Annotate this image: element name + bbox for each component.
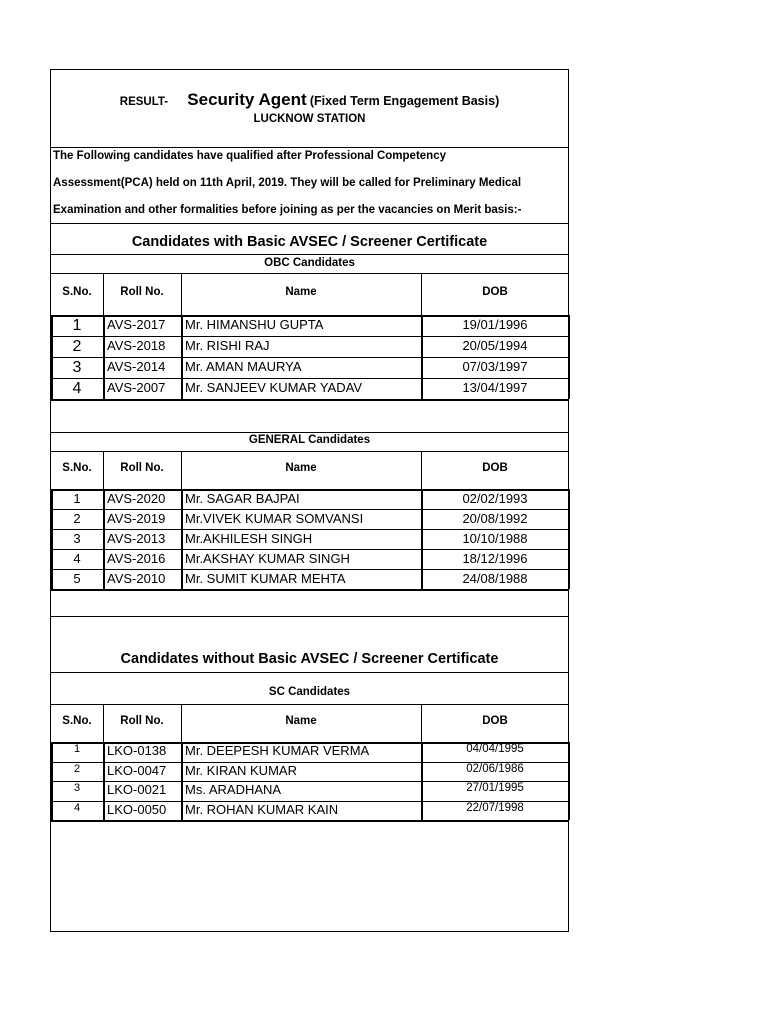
dob-header: DOB	[482, 286, 508, 298]
table-row	[51, 336, 568, 357]
page-title: Security Agent	[187, 90, 307, 109]
roll-no-cell: AVS-2010	[107, 571, 166, 586]
category-label-sc: SC Candidates	[268, 686, 351, 698]
dob-header: DOB	[482, 715, 508, 727]
column-divider	[421, 451, 422, 489]
roll-no-header: Roll No.	[120, 715, 164, 727]
name-cell: Mr. ROHAN KUMAR KAIN	[185, 801, 339, 817]
table-row	[51, 489, 568, 509]
dob-cell: 02/06/1986	[466, 762, 524, 775]
name-cell: Mr. HIMANSHU GUPTA	[185, 317, 324, 332]
name-cell: Mr. SAGAR BAJPAI	[185, 491, 300, 506]
table-row	[51, 357, 568, 378]
intro-line-2: Assessment(PCA) held on 11th April, 2019. They will be called for Preliminary Medical	[53, 177, 522, 189]
title-block	[51, 70, 568, 147]
intro-line-3: Examination and other formalities before joining as per the vacancies on Merit basis:-	[53, 204, 522, 216]
divider	[51, 254, 568, 255]
sno-cell: 3	[73, 531, 81, 546]
column-divider	[181, 451, 182, 489]
table-border	[51, 589, 568, 591]
dob-cell: 20/08/1992	[462, 511, 528, 526]
table-row	[51, 801, 568, 821]
sno-header: S.No.	[62, 715, 92, 727]
result-sheet	[50, 69, 569, 932]
divider	[51, 432, 568, 433]
title-note: (Fixed Term Engagement Basis)	[309, 94, 500, 108]
table-row	[51, 509, 568, 529]
dob-cell: 02/02/1993	[462, 491, 528, 506]
divider	[51, 223, 568, 224]
dob-cell: 10/10/1988	[462, 531, 528, 546]
dob-cell: 27/01/1995	[466, 782, 524, 794]
table-row	[51, 315, 568, 336]
name-cell: Mr. SUMIT KUMAR MEHTA	[185, 571, 346, 586]
roll-no-cell: AVS-2014	[107, 359, 166, 374]
divider	[51, 616, 568, 617]
table-row	[51, 549, 568, 569]
sno-cell: 2	[73, 762, 81, 775]
column-divider	[103, 704, 104, 742]
dob-cell: 07/03/1997	[462, 359, 528, 374]
column-divider	[421, 704, 422, 742]
title-line	[51, 90, 568, 110]
name-cell: Mr. DEEPESH KUMAR VERMA	[185, 743, 370, 758]
roll-no-cell: AVS-2007	[107, 380, 166, 395]
intro-line-1: The Following candidates have qualified after Professional Competency	[53, 150, 446, 162]
roll-no-cell: LKO-0138	[107, 743, 167, 758]
table-border	[51, 820, 568, 822]
name-cell: Mr. SANJEEV KUMAR YADAV	[185, 380, 362, 395]
sno-cell: 1	[73, 491, 81, 506]
roll-no-cell: AVS-2013	[107, 531, 166, 546]
roll-no-cell: AVS-2017	[107, 317, 166, 332]
category-label-obc: OBC Candidates	[264, 257, 355, 269]
roll-no-cell: AVS-2016	[107, 551, 166, 566]
name-cell: Mr.AKHILESH SINGH	[185, 531, 313, 546]
divider	[51, 273, 568, 274]
column-divider	[421, 273, 422, 315]
sno-header: S.No.	[62, 462, 92, 474]
sno-cell: 5	[73, 571, 81, 586]
roll-no-cell: LKO-0047	[107, 762, 167, 778]
divider	[51, 672, 568, 673]
roll-no-cell: LKO-0050	[107, 801, 167, 817]
divider	[51, 704, 568, 705]
sno-cell: 2	[72, 338, 82, 355]
sno-cell: 2	[73, 511, 81, 526]
sno-cell: 3	[72, 359, 82, 376]
column-divider	[181, 704, 182, 742]
table-row	[51, 378, 568, 399]
result-label: RESULT-	[119, 96, 169, 108]
name-cell: Mr.AKSHAY KUMAR SINGH	[185, 551, 350, 566]
sno-cell: 1	[72, 317, 82, 334]
roll-no-header: Roll No.	[120, 462, 164, 474]
dob-cell: 22/07/1998	[466, 801, 524, 814]
roll-no-cell: AVS-2020	[107, 491, 166, 506]
table-row	[51, 742, 568, 762]
sno-header: S.No.	[62, 286, 92, 298]
section-heading-with-cert: Candidates with Basic AVSEC / Screener Certificate	[131, 234, 488, 250]
sno-cell: 3	[73, 782, 81, 794]
sno-cell: 4	[72, 380, 82, 397]
table-border	[51, 399, 568, 401]
sno-cell: 4	[73, 551, 81, 566]
dob-cell: 20/05/1994	[462, 338, 528, 353]
dob-cell: 19/01/1996	[462, 317, 528, 332]
divider	[51, 451, 568, 452]
category-label-general: GENERAL Candidates	[248, 434, 371, 446]
dob-cell: 04/04/1995	[466, 743, 524, 755]
column-divider	[181, 273, 182, 315]
dob-cell: 18/12/1996	[462, 551, 528, 566]
name-cell: Mr. AMAN MAURYA	[185, 359, 302, 374]
name-cell: Mr. KIRAN KUMAR	[185, 762, 297, 778]
dob-header: DOB	[482, 462, 508, 474]
name-header: Name	[285, 715, 317, 727]
roll-no-cell: AVS-2018	[107, 338, 166, 353]
name-cell: Mr. RISHI RAJ	[185, 338, 270, 353]
sno-cell: 1	[73, 743, 81, 755]
name-cell: Ms. ARADHANA	[185, 782, 282, 797]
name-header: Name	[285, 286, 317, 298]
column-divider	[103, 273, 104, 315]
table-row	[51, 762, 568, 782]
intro-paragraph	[53, 143, 566, 224]
table-row	[51, 529, 568, 549]
station-label: LUCKNOW STATION	[253, 113, 366, 125]
roll-no-cell: AVS-2019	[107, 511, 166, 526]
table-row	[51, 781, 568, 801]
name-header: Name	[285, 462, 317, 474]
sno-cell: 4	[73, 801, 81, 814]
roll-no-header: Roll No.	[120, 286, 164, 298]
name-cell: Mr.VIVEK KUMAR SOMVANSI	[185, 511, 364, 526]
roll-no-cell: LKO-0021	[107, 782, 167, 797]
column-divider	[103, 451, 104, 489]
dob-cell: 13/04/1997	[462, 380, 528, 395]
section-heading-without-cert: Candidates without Basic AVSEC / Screener Certificate	[120, 651, 499, 667]
table-row	[51, 569, 568, 589]
dob-cell: 24/08/1988	[462, 571, 528, 586]
